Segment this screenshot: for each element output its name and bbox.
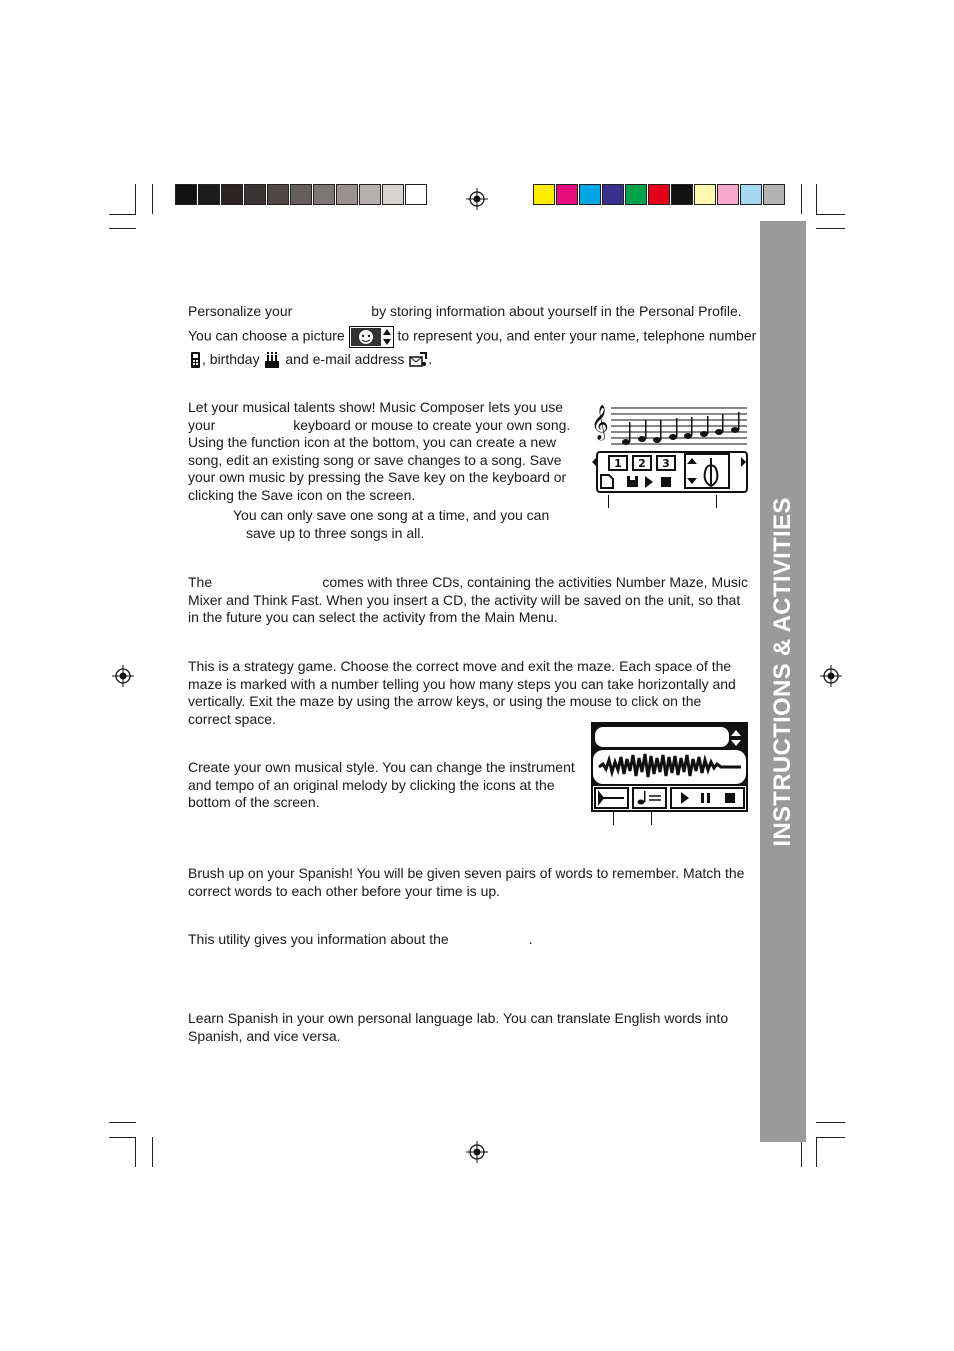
crop-mark bbox=[816, 214, 845, 215]
profile-paragraph bbox=[188, 303, 757, 369]
mixer-text: Create your own musical style. You can change the instrument bbox=[188, 759, 575, 775]
crop-mark bbox=[816, 228, 845, 229]
color-swatch bbox=[579, 184, 601, 205]
mixer-paragraph bbox=[188, 759, 574, 812]
composer-text: song, edit an existing song or save changes to a song. Save bbox=[188, 451, 562, 468]
color-swatch bbox=[625, 184, 647, 205]
info-paragraph bbox=[188, 931, 748, 949]
mixer-text: and tempo of an original melody by clicking the icons at the bbox=[188, 776, 555, 793]
crop-mark bbox=[801, 184, 802, 214]
song-slot-1: 1 bbox=[614, 457, 622, 470]
registration-mark-icon bbox=[112, 665, 134, 687]
cds-paragraph bbox=[188, 574, 748, 627]
think-text: Brush up on your Spanish! You will be given seven pairs of words to remember. Match the bbox=[188, 865, 745, 881]
callout-line bbox=[716, 495, 717, 508]
color-swatch bbox=[359, 184, 381, 205]
note-text: You can only save one song at a time, and you can bbox=[233, 507, 550, 523]
composer-text: clicking the Save icon on the screen. bbox=[188, 486, 416, 503]
color-swatch bbox=[175, 184, 197, 205]
color-swatch bbox=[336, 184, 358, 205]
color-swatch bbox=[556, 184, 578, 205]
registration-mark-icon bbox=[466, 188, 488, 210]
language-lab-paragraph bbox=[188, 1010, 748, 1045]
music-mixer-screen bbox=[591, 722, 748, 812]
color-swatch bbox=[648, 184, 670, 205]
note-text: save up to three songs in all. bbox=[246, 524, 425, 541]
lab-text: Spanish, and vice versa. bbox=[188, 1027, 341, 1044]
color-swatch bbox=[740, 184, 762, 205]
crop-mark bbox=[152, 184, 153, 214]
color-swatch bbox=[267, 184, 289, 205]
maze-text: vertically. Exit the maze by using the arrow keys, or using the mouse to click on the bbox=[188, 693, 702, 709]
tempo-button bbox=[633, 788, 666, 808]
crop-mark bbox=[109, 228, 136, 229]
crop-mark bbox=[109, 1137, 136, 1138]
pause-icon bbox=[701, 793, 704, 803]
color-swatch bbox=[694, 184, 716, 205]
profile-text: You can choose a picture bbox=[188, 327, 345, 344]
mixer-text: bottom of the screen. bbox=[188, 794, 320, 810]
birthday-cake-icon bbox=[263, 351, 281, 369]
maze-paragraph bbox=[188, 658, 748, 728]
color-swatch bbox=[382, 184, 404, 205]
composer-text: your own music by pressing the Save key on the keyboard or bbox=[188, 469, 567, 485]
crop-mark bbox=[135, 184, 136, 214]
song-slot-buttons bbox=[609, 456, 675, 470]
song-slot-3: 3 bbox=[662, 457, 670, 470]
callout-line bbox=[608, 495, 609, 508]
color-swatch bbox=[198, 184, 220, 205]
profile-text: . bbox=[428, 350, 433, 367]
color-swatch bbox=[244, 184, 266, 205]
color-swatch bbox=[763, 184, 785, 205]
crop-mark bbox=[109, 214, 136, 215]
callout-line bbox=[613, 812, 614, 825]
profile-text: by storing information about yourself in the Personal Profile. bbox=[371, 303, 742, 319]
think-text: correct words to each other before your time is up. bbox=[188, 882, 501, 899]
sidebar-title: INSTRUCTIONS & ACTIVITIES bbox=[769, 497, 796, 847]
cds-text: Mixer and Think Fast. When you insert a CD, the activity will be saved on the unit, so that bbox=[188, 591, 741, 608]
color-swatch bbox=[533, 184, 555, 205]
grayscale-color-bar bbox=[175, 184, 428, 205]
song-slot-2: 2 bbox=[638, 457, 646, 470]
profile-text: , birthday bbox=[202, 350, 260, 367]
color-swatch bbox=[221, 184, 243, 205]
think-fast-paragraph bbox=[188, 865, 748, 900]
cds-text: comes with three CDs, containing the activities Number Maze, Music bbox=[322, 574, 748, 590]
music-notes bbox=[622, 412, 740, 445]
stop-icon bbox=[661, 477, 671, 487]
crop-mark bbox=[816, 184, 817, 214]
maze-text: correct space. bbox=[188, 710, 276, 727]
music-composer-screen bbox=[589, 402, 749, 495]
color-swatch bbox=[671, 184, 693, 205]
crop-mark bbox=[152, 1137, 153, 1167]
cds-text: in the future you can select the activity from the Main Menu. bbox=[188, 609, 558, 625]
crop-mark bbox=[135, 1137, 136, 1167]
profile-text: and e-mail address bbox=[285, 350, 405, 367]
left-arrow-icon bbox=[592, 457, 597, 467]
color-swatch bbox=[602, 184, 624, 205]
profile-text: Personalize your bbox=[188, 303, 293, 319]
mixer-title-bar bbox=[595, 727, 729, 747]
crop-mark bbox=[816, 1137, 817, 1167]
composer-note bbox=[233, 507, 573, 542]
picture-selector-icon bbox=[349, 326, 394, 348]
crop-mark bbox=[816, 1122, 845, 1123]
info-text: . bbox=[528, 931, 533, 947]
composer-paragraph bbox=[188, 399, 574, 504]
color-swatch bbox=[717, 184, 739, 205]
telephone-icon bbox=[188, 351, 202, 369]
color-swatch bbox=[313, 184, 335, 205]
info-text: This utility gives you information about the bbox=[188, 931, 449, 947]
crop-mark bbox=[109, 1122, 136, 1123]
registration-mark-icon bbox=[466, 1141, 488, 1163]
lab-text: Learn Spanish in your own personal language lab. You can translate English words into bbox=[188, 1010, 729, 1026]
color-swatch bbox=[290, 184, 312, 205]
composer-text: your bbox=[188, 416, 216, 433]
composer-text: keyboard or mouse to create your own song. bbox=[293, 416, 571, 433]
music-staff bbox=[611, 408, 747, 444]
email-icon bbox=[408, 351, 428, 369]
registration-mark-icon bbox=[820, 665, 842, 687]
callout-line bbox=[651, 812, 652, 825]
composer-text: Let your musical talents show! Music Composer lets you use bbox=[188, 399, 564, 415]
process-color-bar bbox=[533, 184, 786, 205]
crop-mark bbox=[816, 1137, 845, 1138]
treble-clef-icon: 𝄞 bbox=[591, 405, 609, 440]
maze-text: This is a strategy game. Choose the correct move and exit the maze. Each space of the bbox=[188, 658, 732, 674]
color-swatch bbox=[405, 184, 427, 205]
maze-text: maze is marked with a number telling you how many steps you can take horizontally and bbox=[188, 675, 736, 692]
stop-icon bbox=[725, 793, 735, 803]
cds-text: The bbox=[188, 574, 213, 590]
profile-text: to represent you, and enter your name, telephone number bbox=[397, 327, 757, 344]
composer-text: Using the function icon at the bottom, you can create a new bbox=[188, 434, 557, 450]
